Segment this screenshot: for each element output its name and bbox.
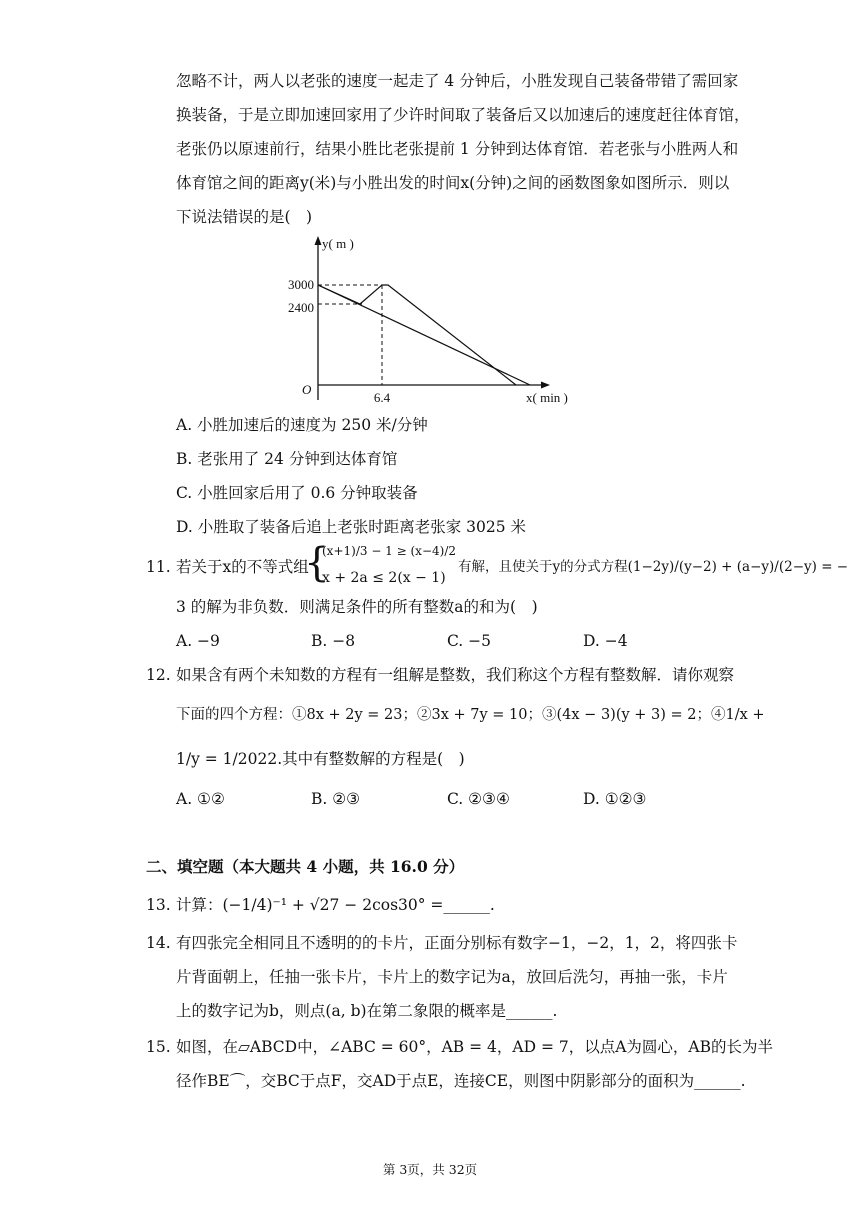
p11-prefix: 若关于x的不等式组 [176,558,309,576]
p11-option-b[interactable]: B. −8 [311,632,356,650]
y-tick-3000: 3000 [288,277,314,292]
p11-suffix: 有解，且使关于y的分式方程(1−2y)/(y−2) + (a−y)/(2−y) = − [458,559,849,575]
origin-label: O [302,382,312,397]
p12-option-c[interactable]: C. ②③④ [447,790,510,808]
p10-line-4: 体育馆之间的距离y(米)与小胜出发的时间x(分钟)之间的函数图象如图所示．则以 [176,174,730,192]
p10-line-1: 忽略不计，两人以老张的速度一起走了 4 分钟后，小胜发现自己装备带错了需回家 [176,72,739,90]
y-axis-label: y( m ) [322,236,354,251]
p10-option-b[interactable]: B. 老张用了 24 分钟到达体育馆 [176,450,398,468]
p11-system-brace: { [304,540,330,586]
p12-line-3: 1/y = 1/2022.其中有整数解的方程是( ) [176,750,465,768]
p12-number: 12. [146,666,171,684]
section-2-title: 二、填空题（本大题共 4 小题，共 16.0 分） [146,857,465,876]
p14-line-3: 上的数字记为b，则点(a, b)在第二象限的概率是______. [176,1002,558,1020]
p15-number: 15. [146,1038,171,1056]
p15-line-1: 如图，在▱ABCD中，∠ABC = 60°，AB = 4，AD = 7，以点A为圆心，AB的长为半 [176,1038,774,1056]
p10-option-a[interactable]: A. 小胜加速后的速度为 250 米/分钟 [176,416,428,434]
p14-line-1: 有四张完全相同且不透明的的卡片，正面分别标有数字−1，−2，1，2，将四张卡 [176,934,738,952]
p11-system-bottom: x + 2a ≤ 2(x − 1) [322,570,446,586]
p15-line-2: 径作BE⌒，交BC于点F，交AD于点E，连接CE，则图中阴影部分的面积为______. [176,1072,746,1090]
p14-number: 14. [146,934,171,952]
p12-option-a[interactable]: A. ①② [176,790,225,808]
p12-line-2: 下面的四个方程：①8x + 2y = 23；②3x + 7y = 10；③(4x − 3)(y + 3) = 2；④1/x + [176,707,765,723]
p10-line-5: 下说法错误的是( ) [176,208,313,226]
y-axis-arrow [315,236,322,245]
p13-text: 计算：(−1/4)⁻¹ + √27 − 2cos30° =______. [176,896,495,914]
y-tick-2400: 2400 [288,300,314,315]
p11-line-2: 3 的解为非负数．则满足条件的所有整数a的和为( ) [176,598,538,616]
p12-option-b[interactable]: B. ②③ [311,790,361,808]
p11-number: 11. [146,558,171,576]
p12-line-1: 如果含有两个未知数的方程有一组解是整数，我们称这个方程有整数解．请你观察 [176,666,735,684]
p14-line-2: 片背面朝上，任抽一张卡片，卡片上的数字记为a，放回后洗匀，再抽一张，卡片 [176,968,728,986]
p11-option-a[interactable]: A. −9 [176,632,220,650]
p11-option-c[interactable]: C. −5 [447,632,492,650]
xiaosheng-line [318,285,516,385]
p12-option-d[interactable]: D. ①②③ [583,790,647,808]
page-footer: 第 3页，共 32页 [382,1162,478,1177]
p10-line-2: 换装备，于是立即加速回家用了少许时间取了装备后又以加速后的速度赶往体育馆， [176,106,750,124]
x-axis-arrow [541,382,550,389]
x-axis-label: x( min ) [526,390,568,405]
p10-line-3: 老张仍以原速前行，结果小胜比老张提前 1 分钟到达体育馆．若老张与小胜两人和 [176,140,739,158]
p10-option-c[interactable]: C. 小胜回家后用了 0.6 分钟取装备 [176,484,418,502]
p10-option-d[interactable]: D. 小胜取了装备后追上老张时距离老张家 3025 米 [176,518,527,536]
x-tick-6-4: 6.4 [373,390,391,405]
p11-system-top: (x+1)/3 − 1 ≥ (x−4)/2 [322,544,456,558]
distance-time-graph [276,230,596,410]
p13-number: 13. [146,896,171,914]
p11-option-d[interactable]: D. −4 [583,632,628,650]
